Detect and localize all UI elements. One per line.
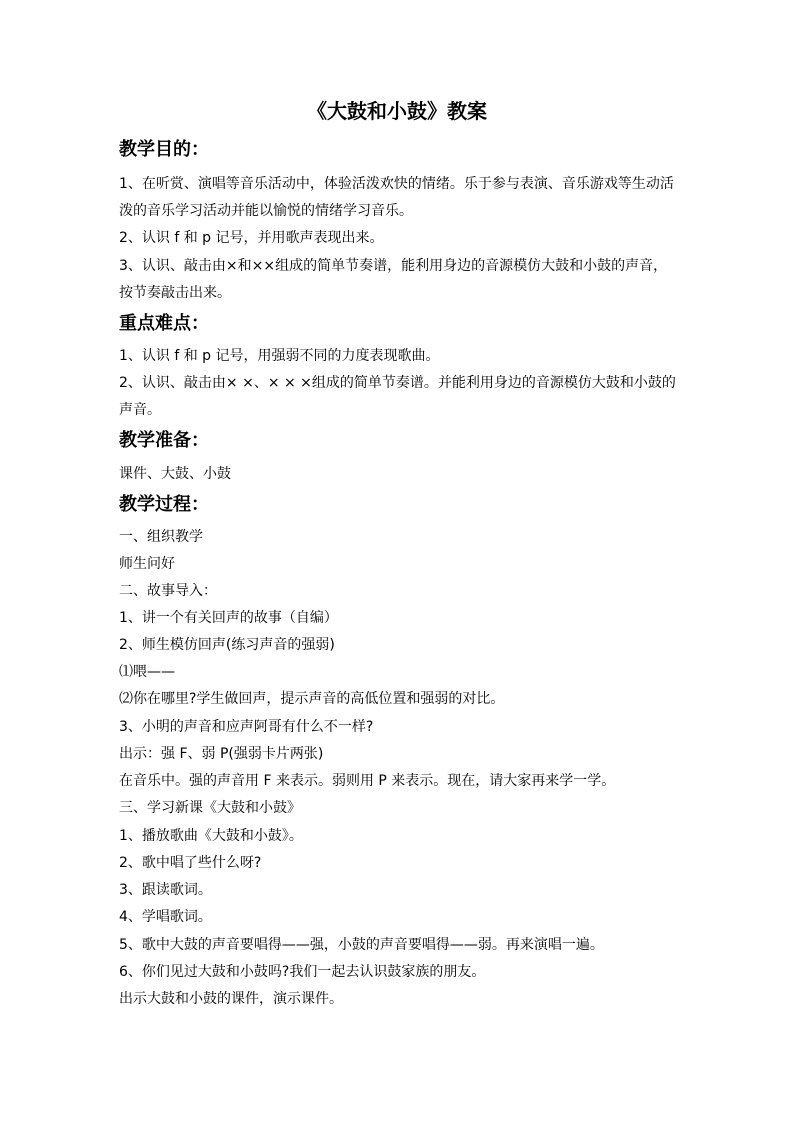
paragraph-line: 1、播放歌曲《大鼓和小鼓》。 xyxy=(119,828,303,844)
section-heading-key-points: 重点难点： xyxy=(119,313,209,334)
paragraph-line: 2、认识、敲击由× ×、× × ×组成的简单节奏谱。并能利用身边的音源模仿大鼓和小鼓的 xyxy=(119,375,676,391)
paragraph-line: 三、学习新课《大鼓和小鼓》 xyxy=(119,800,301,816)
paragraph-line: 1、认识 f 和 p 记号，用强弱不同的力度表现歌曲。 xyxy=(119,348,440,364)
paragraph-line: 2、师生模仿回声(练习声音的强弱) xyxy=(119,637,335,653)
paragraph-line: 师生问好 xyxy=(119,556,175,572)
paragraph-line: 二、故事导入： xyxy=(119,583,217,599)
paragraph-line: 课件、大鼓、小鼓 xyxy=(119,466,231,482)
paragraph-line: 1、讲一个有关回声的故事（自编） xyxy=(119,610,338,626)
paragraph-line: 1、在听赏、演唱等音乐活动中，体验活泼欢快的情绪。乐于参与表演、音乐游戏等生动活 xyxy=(119,176,674,192)
paragraph-line: 按节奏敲击出来。 xyxy=(119,285,231,301)
paragraph-line: ⑴喂—— xyxy=(119,664,175,680)
paragraph-line: 4、学唱歌词。 xyxy=(119,909,212,925)
paragraph-line: 声音。 xyxy=(119,402,161,418)
paragraph-line: 出示大鼓和小鼓的课件，演示课件。 xyxy=(119,991,343,1007)
document-title: 《大鼓和小鼓》教案 xyxy=(307,99,487,123)
paragraph-line: 出示：强 F、弱 P(强弱卡片两张) xyxy=(119,746,324,762)
section-heading-preparation: 教学准备： xyxy=(119,430,209,451)
paragraph-line: 2、认识 f 和 p 记号，并用歌声表现出来。 xyxy=(119,230,384,246)
paragraph-line: 2、歌中唱了些什么呀? xyxy=(119,855,262,871)
paragraph-line: 一、组织教学 xyxy=(119,529,203,545)
paragraph-line: 3、小明的声音和应声阿哥有什么不一样? xyxy=(119,719,374,735)
paragraph-line: 3、认识、敲击由×和××组成的简单节奏谱，能利用身边的音源模仿大鼓和小鼓的声音， xyxy=(119,258,668,274)
paragraph-line: 5、歌中大鼓的声音要唱得——强，小鼓的声音要唱得——弱。再来演唱一遍。 xyxy=(119,937,604,953)
paragraph-line: 泼的音乐学习活动并能以愉悦的情绪学习音乐。 xyxy=(119,203,413,219)
paragraph-line: ⑵你在哪里?学生做回声，提示声音的高低位置和强弱的对比。 xyxy=(119,691,505,707)
section-heading-objectives: 教学目的： xyxy=(119,139,209,160)
paragraph-line: 6、你们见过大鼓和小鼓吗?我们一起去认识鼓家族的朋友。 xyxy=(119,964,486,980)
paragraph-line: 在音乐中。强的声音用 F 来表示。弱则用 P 来表示。现在，请大家再来学一学。 xyxy=(119,773,616,789)
section-heading-process: 教学过程： xyxy=(119,494,209,515)
paragraph-line: 3、跟读歌词。 xyxy=(119,882,212,898)
